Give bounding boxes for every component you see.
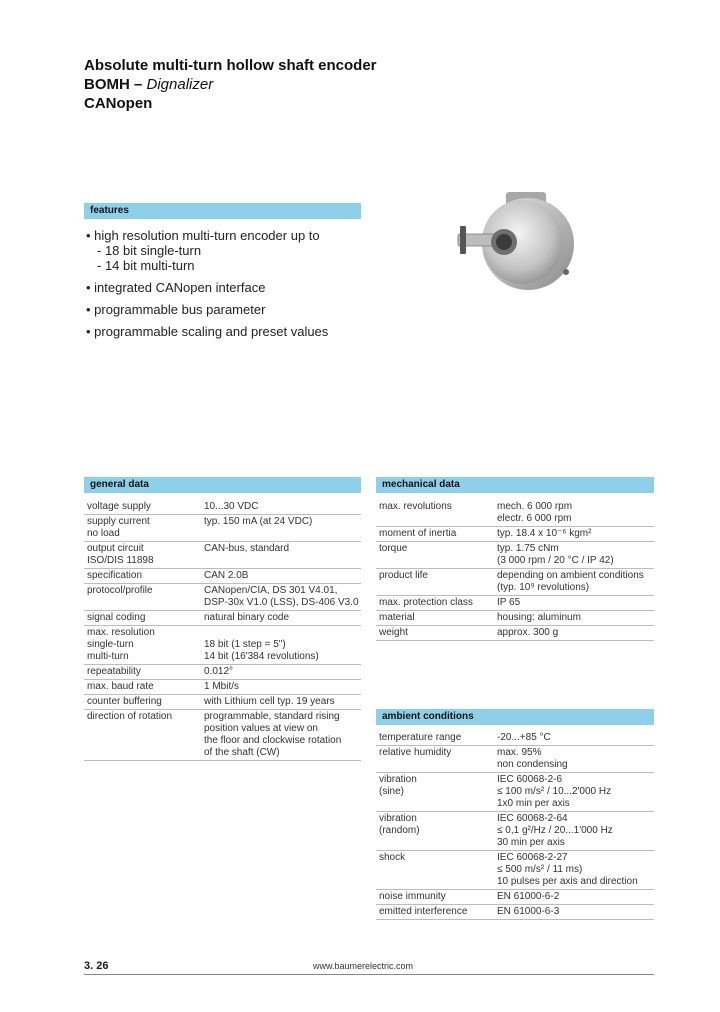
spec-label: shock xyxy=(376,851,497,890)
spec-value: EN 61000-6-3 xyxy=(497,905,654,920)
spec-row xyxy=(84,626,361,665)
spec-label: protocol/profile xyxy=(84,584,204,611)
mechanical-data-table xyxy=(376,500,654,641)
feature-item xyxy=(86,324,328,339)
spec-value: typ. 18.4 x 10⁻⁶ kgm² xyxy=(497,527,654,542)
spec-row xyxy=(376,812,654,851)
spec-label: noise immunity xyxy=(376,890,497,905)
website-link[interactable]: www.baumerelectric.com xyxy=(313,961,414,971)
spec-value: programmable, standard rising position values at view on the floor and clockwise rotation of the shaft (CW) xyxy=(204,710,361,761)
spec-row xyxy=(84,515,361,542)
spec-value: IEC 60068-2-27 ≤ 500 m/s² / 11 ms) 10 pulses per axis and direction xyxy=(497,851,654,890)
spec-row xyxy=(84,500,361,515)
spec-row xyxy=(84,695,361,710)
spec-value: mech. 6 000 rpm electr. 6 000 rpm xyxy=(497,500,654,527)
spec-value: natural binary code xyxy=(204,611,361,626)
feature-subitem: - 18 bit single-turn xyxy=(97,243,202,258)
model-name: BOMH xyxy=(84,76,130,93)
features-header: features xyxy=(84,203,361,219)
encoder-product-photo xyxy=(440,186,590,296)
spec-label: relative humidity xyxy=(376,746,497,773)
spec-label: output circuit ISO/DIS 11898 xyxy=(84,542,204,569)
page-number: 3. 26 xyxy=(84,960,109,972)
spec-value: -20...+85 °C xyxy=(497,731,654,746)
feature-text: • programmable scaling and preset values xyxy=(86,324,329,339)
title-line-interface: CANopen xyxy=(84,95,153,112)
footer-rule xyxy=(84,974,654,975)
spec-label: voltage supply xyxy=(84,500,204,515)
spec-value: CAN 2.0B xyxy=(204,569,361,584)
spec-label: product life xyxy=(376,569,497,596)
spec-value: 10...30 VDC xyxy=(204,500,361,515)
spec-label: material xyxy=(376,611,497,626)
spec-label: specification xyxy=(84,569,204,584)
spec-label: max. protection class xyxy=(376,596,497,611)
spec-row xyxy=(376,773,654,812)
spec-value: housing: aluminum xyxy=(497,611,654,626)
spec-label: max. revolutions xyxy=(376,500,497,527)
spec-value: max. 95% non condensing xyxy=(497,746,654,773)
spec-row xyxy=(84,665,361,680)
spec-label: vibration (random) xyxy=(376,812,497,851)
spec-label: vibration (sine) xyxy=(376,773,497,812)
spec-row xyxy=(84,584,361,611)
spec-row xyxy=(376,500,654,527)
spec-row xyxy=(376,542,654,569)
feature-subitem: - 14 bit multi-turn xyxy=(97,258,195,273)
spec-value: typ. 150 mA (at 24 VDC) xyxy=(204,515,361,542)
spec-row xyxy=(376,731,654,746)
spec-value: typ. 1.75 cNm (3 000 rpm / 20 °C / IP 42) xyxy=(497,542,654,569)
spec-value: CANopen/CIA, DS 301 V4.01, DSP-30x V1.0 (LSS), DS-406 V3.0 xyxy=(204,584,361,611)
spec-value: depending on ambient conditions (typ. 10⁹ revolutions) xyxy=(497,569,654,596)
title-line-product: Absolute multi-turn hollow shaft encoder xyxy=(84,57,377,74)
model-separator: – xyxy=(129,76,147,93)
spec-label: moment of inertia xyxy=(376,527,497,542)
spec-value: 18 bit (1 step = 5") 14 bit (16'384 revolutions) xyxy=(204,626,361,665)
spec-row xyxy=(376,626,654,641)
spec-row xyxy=(84,542,361,569)
spec-label: emitted interference xyxy=(376,905,497,920)
spec-value: EN 61000-6-2 xyxy=(497,890,654,905)
spec-row xyxy=(376,905,654,920)
spec-value: IEC 60068-2-64 ≤ 0,1 g²/Hz / 20...1'000 Hz 30 min per axis xyxy=(497,812,654,851)
feature-item xyxy=(86,228,328,273)
spec-row xyxy=(376,746,654,773)
spec-value: IEC 60068-2-6 ≤ 100 m/s² / 10...2'000 Hz 1x0 min per axis xyxy=(497,773,654,812)
spec-row xyxy=(376,611,654,626)
title-line-model xyxy=(84,75,377,94)
document-title xyxy=(84,56,377,113)
spec-value: with Lithium cell typ. 19 years xyxy=(204,695,361,710)
spec-row xyxy=(84,611,361,626)
ambient-conditions-header: ambient conditions xyxy=(376,709,654,725)
spec-row xyxy=(376,596,654,611)
spec-label: counter buffering xyxy=(84,695,204,710)
spec-label: repeatability xyxy=(84,665,204,680)
ambient-conditions-table xyxy=(376,731,654,920)
spec-row xyxy=(376,527,654,542)
spec-label: supply current no load xyxy=(84,515,204,542)
spec-value: approx. 300 g xyxy=(497,626,654,641)
spec-label: max. baud rate xyxy=(84,680,204,695)
spec-row xyxy=(376,890,654,905)
spec-row xyxy=(84,710,361,761)
spec-label: torque xyxy=(376,542,497,569)
spec-value: 0.012° xyxy=(204,665,361,680)
general-data-table xyxy=(84,500,361,761)
feature-text: • high resolution multi-turn encoder up to xyxy=(86,228,320,243)
mechanical-data-header: mechanical data xyxy=(376,477,654,493)
spec-label: signal coding xyxy=(84,611,204,626)
features-list xyxy=(86,228,328,346)
spec-label: direction of rotation xyxy=(84,710,204,761)
feature-item xyxy=(86,280,328,295)
feature-item xyxy=(86,302,328,317)
spec-label: weight xyxy=(376,626,497,641)
feature-text: • integrated CANopen interface xyxy=(86,280,266,295)
spec-label: temperature range xyxy=(376,731,497,746)
general-data-header: general data xyxy=(84,477,361,493)
spec-row xyxy=(84,569,361,584)
spec-row xyxy=(84,680,361,695)
spec-row xyxy=(376,851,654,890)
spec-label: max. resolution single-turn multi-turn xyxy=(84,626,204,665)
feature-text: • programmable bus parameter xyxy=(86,302,266,317)
spec-value: 1 Mbit/s xyxy=(204,680,361,695)
series-name: Dignalizer xyxy=(146,76,214,93)
spec-value: IP 65 xyxy=(497,596,654,611)
spec-value: CAN-bus, standard xyxy=(204,542,361,569)
spec-row xyxy=(376,569,654,596)
